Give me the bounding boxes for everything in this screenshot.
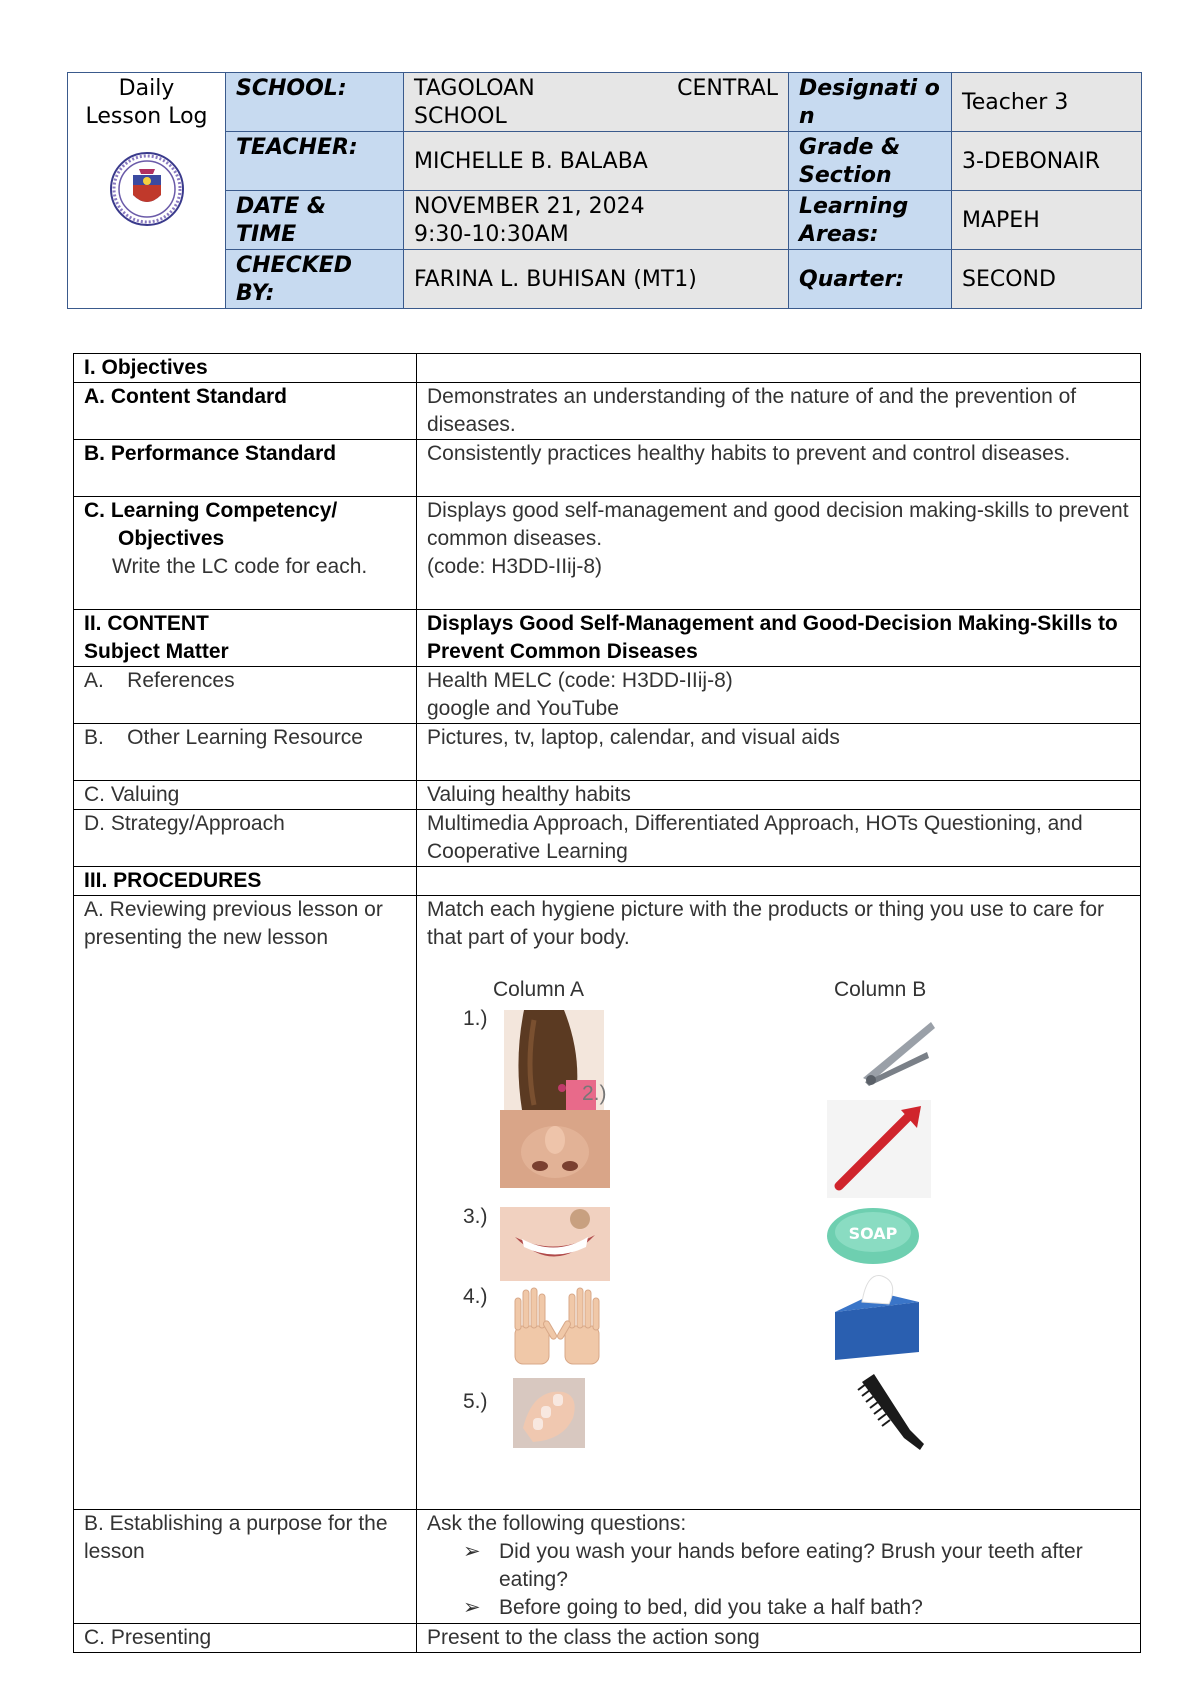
doc-title-line2: Lesson Log bbox=[85, 104, 208, 129]
purpose-label: B. Establishing a purpose for the lesson bbox=[74, 1510, 417, 1624]
performance-standard-value: Consistently practices healthy habits to prevent and control diseases. bbox=[417, 440, 1141, 497]
grade-section-value: 3-DEBONAIR bbox=[952, 132, 1142, 191]
review-label: A. Reviewing previous lesson or presenting the new lesson bbox=[74, 896, 417, 1510]
strategy-label: D. Strategy/Approach bbox=[74, 810, 417, 867]
presenting-label: C. Presenting bbox=[74, 1624, 417, 1653]
toothbrush-icon bbox=[827, 1100, 931, 1198]
purpose-question-2: ➢ Before going to bed, did you take a half bath? bbox=[463, 1594, 1130, 1622]
checked-by-value: FARINA L. BUHISAN (MT1) bbox=[404, 250, 789, 309]
content-heading bbox=[74, 610, 417, 667]
school-value-part1: TAGOLOAN bbox=[414, 76, 535, 101]
references-line2: google and YouTube bbox=[427, 697, 619, 720]
lesson-plan-table bbox=[73, 353, 1141, 1653]
subject-matter-value: Displays Good Self-Management and Good-Decision Making-Skills to Prevent Common Diseases bbox=[417, 610, 1141, 667]
designation-label: Designati on bbox=[789, 73, 952, 132]
column-b-heading: Column B bbox=[834, 978, 927, 1001]
soap-icon bbox=[825, 1206, 921, 1266]
header-table bbox=[67, 72, 1142, 309]
learning-areas-value: MAPEH bbox=[952, 191, 1142, 250]
column-a-heading: Column A bbox=[493, 978, 585, 1001]
nose-picture-icon bbox=[500, 1110, 610, 1188]
other-resources-label: B. Other Learning Resource bbox=[74, 724, 417, 781]
presenting-value: Present to the class the action song bbox=[417, 1624, 1141, 1653]
lc-label-line3: Write the LC code for each. bbox=[112, 555, 368, 578]
item-number-5: 5.) bbox=[463, 1390, 488, 1413]
tissue-box-icon bbox=[827, 1272, 927, 1362]
item-number-2: 2.) bbox=[582, 1082, 607, 1105]
matching-activity bbox=[427, 952, 1130, 1477]
designation-value: Teacher 3 bbox=[952, 73, 1142, 132]
procedures-empty-cell bbox=[417, 867, 1141, 896]
school-label: SCHOOL: bbox=[226, 73, 404, 132]
content-heading-line1: II. CONTENT bbox=[84, 612, 209, 635]
content-standard-label: A. Content Standard bbox=[74, 383, 417, 440]
review-instructions: Match each hygiene picture with the products or thing you use to care for that part of your body. bbox=[427, 898, 1105, 949]
soap-label: SOAP bbox=[848, 1224, 898, 1243]
lc-code: (code: H3DD-IIij-8) bbox=[427, 555, 603, 578]
objectives-heading: I. Objectives bbox=[74, 354, 417, 383]
content-heading-line2: Subject Matter bbox=[84, 640, 229, 663]
lc-value-text: Displays good self-management and good decision making-skills to prevent common diseases. bbox=[427, 499, 1129, 550]
content-standard-value: Demonstrates an understanding of the nature of and the prevention of diseases. bbox=[417, 383, 1141, 440]
date-time-label: DATE & TIME bbox=[226, 191, 404, 250]
item-number-1: 1.) bbox=[463, 1007, 488, 1030]
references-line1: Health MELC (code: H3DD-IIij-8) bbox=[427, 669, 733, 692]
performance-standard-label: B. Performance Standard bbox=[74, 440, 417, 497]
comb-icon bbox=[854, 1368, 930, 1454]
checked-by-label: CHECKED BY: bbox=[226, 250, 404, 309]
time-value: 9:30-10:30AM bbox=[414, 222, 569, 247]
lc-label-line2: Objectives bbox=[118, 527, 225, 550]
grade-section-label: Grade & Section bbox=[789, 132, 952, 191]
references-value bbox=[417, 667, 1141, 724]
learning-areas-label: Learning Areas: bbox=[789, 191, 952, 250]
valuing-value: Valuing healthy habits bbox=[417, 781, 1141, 810]
item-number-4: 4.) bbox=[463, 1285, 488, 1308]
school-value-part2: CENTRAL bbox=[677, 76, 778, 101]
purpose-intro: Ask the following questions: bbox=[427, 1512, 687, 1535]
teacher-value: MICHELLE B. BALABA bbox=[404, 132, 789, 191]
purpose-question-list bbox=[427, 1538, 1130, 1622]
school-value bbox=[404, 73, 789, 132]
teacher-label: TEACHER: bbox=[226, 132, 404, 191]
quarter-value: SECOND bbox=[952, 250, 1142, 309]
item-number-3: 3.) bbox=[463, 1205, 488, 1228]
references-label: A. References bbox=[74, 667, 417, 724]
teeth-picture-icon bbox=[500, 1207, 610, 1281]
title-logo-cell bbox=[68, 73, 226, 309]
purpose-question-1: ➢ Did you wash your hands before eating? Brush your teeth after eating? bbox=[463, 1538, 1130, 1594]
nail-clipper-icon bbox=[857, 1016, 939, 1088]
review-cell bbox=[417, 896, 1141, 1510]
date-value: NOVEMBER 21, 2024 bbox=[414, 194, 645, 219]
nails-picture-icon bbox=[513, 1378, 585, 1448]
hands-picture-icon bbox=[507, 1286, 607, 1366]
date-time-value bbox=[404, 191, 789, 250]
valuing-label: C. Valuing bbox=[74, 781, 417, 810]
learning-competency-value bbox=[417, 497, 1141, 610]
procedures-heading: III. PROCEDURES bbox=[74, 867, 417, 896]
school-value-part3: SCHOOL bbox=[414, 104, 507, 129]
quarter-label: Quarter: bbox=[789, 250, 952, 309]
learning-competency-label bbox=[74, 497, 417, 610]
doc-title-line1: Daily bbox=[118, 76, 175, 101]
lc-label-line1: C. Learning Competency/ bbox=[84, 499, 338, 522]
strategy-value: Multimedia Approach, Differentiated Approach, HOTs Questioning, and Cooperative Learning bbox=[417, 810, 1141, 867]
objectives-empty-cell bbox=[417, 354, 1141, 383]
other-resources-value: Pictures, tv, laptop, calendar, and visual aids bbox=[417, 724, 1141, 781]
deped-seal-icon bbox=[109, 151, 185, 227]
purpose-cell bbox=[417, 1510, 1141, 1624]
